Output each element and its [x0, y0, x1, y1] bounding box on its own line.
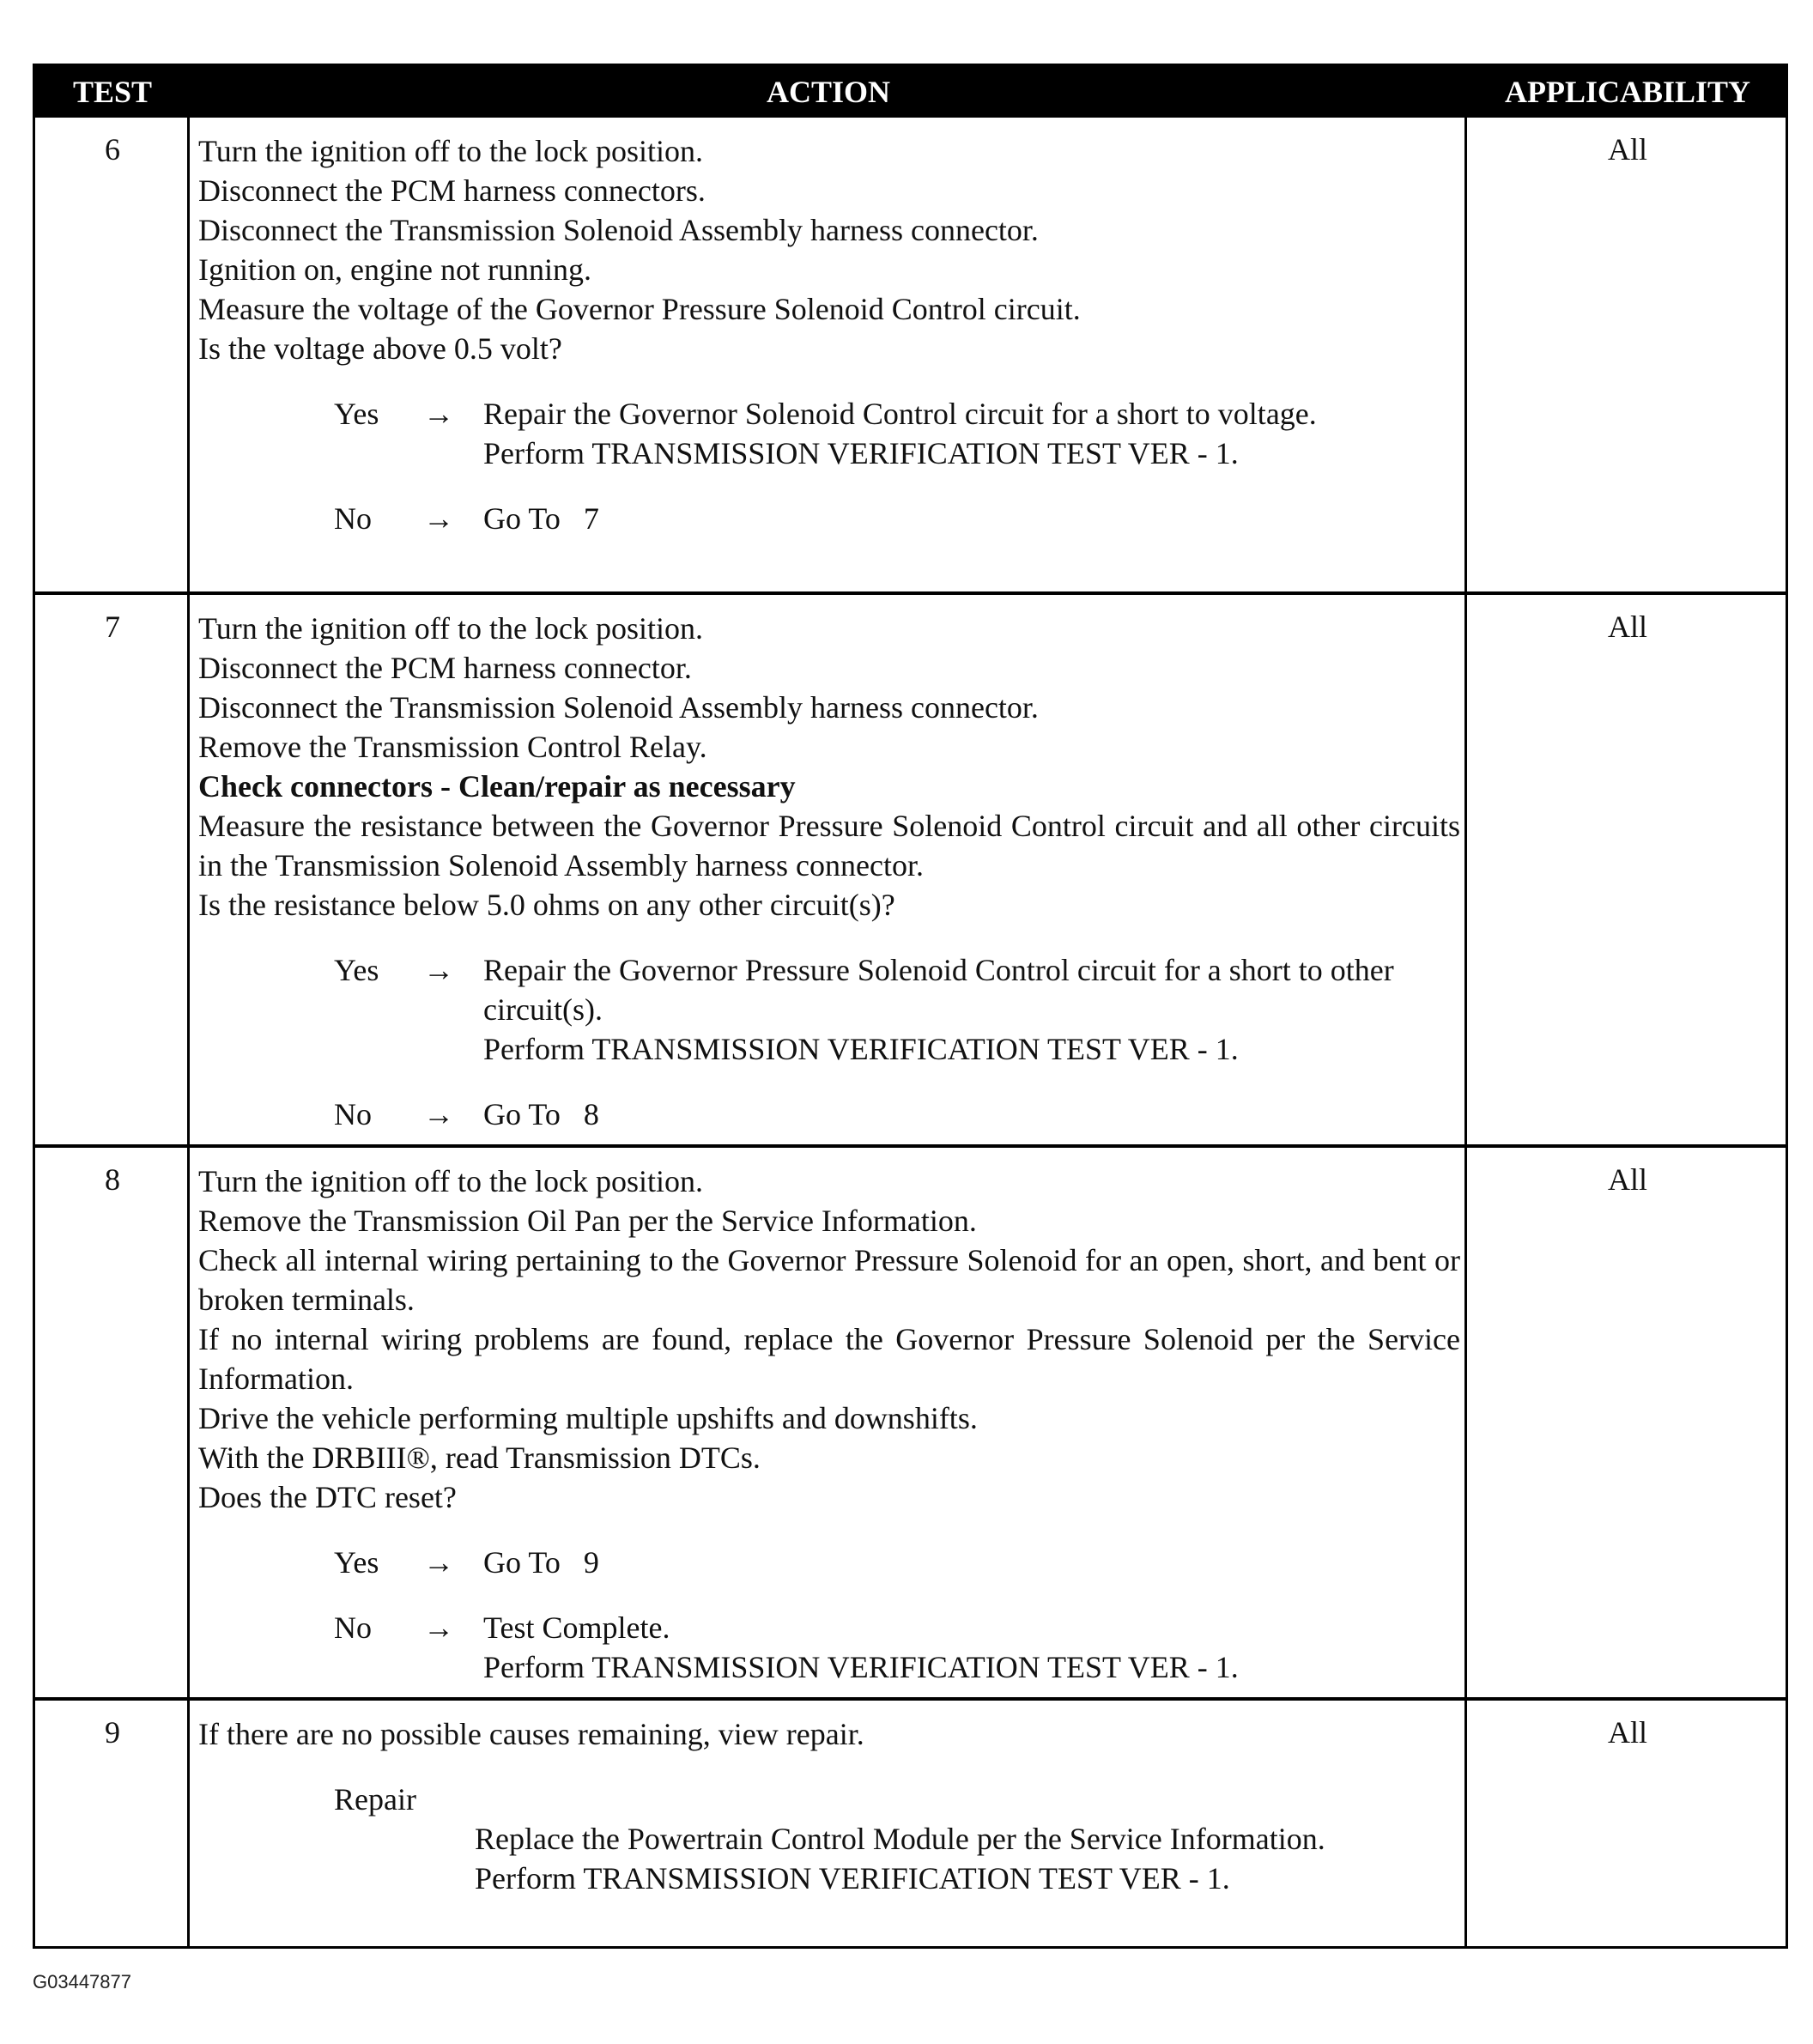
- action-line: Check all internal wiring pertaining to the Governor Pressure Solenoid for an open, short, and bent or broken terminals.: [198, 1243, 1460, 1317]
- diagnostic-test-table: [33, 64, 1788, 1949]
- action-cell: [198, 609, 1460, 1134]
- header-test: TEST: [72, 75, 153, 109]
- applicability-cell: All: [1607, 132, 1647, 167]
- yes-text: Go To 9: [483, 1545, 599, 1580]
- yes-branch: [198, 950, 1460, 1069]
- action-line: Is the resistance below 5.0 ohms on any other circuit(s)?: [198, 888, 895, 922]
- no-label: No: [334, 1097, 372, 1131]
- no-branch: [198, 1608, 1460, 1687]
- yes-branch: [198, 394, 1460, 473]
- arrow-icon: →: [423, 397, 454, 431]
- arrow-icon: →: [423, 1097, 454, 1131]
- action-line: Does the DTC reset?: [198, 1480, 457, 1514]
- table-row: [35, 1144, 1786, 1697]
- repair-text: Replace the Powertrain Control Module per the Service Information.: [475, 1822, 1325, 1856]
- action-line: Ignition on, engine not running.: [198, 252, 591, 287]
- action-line: With the DRBIII®, read Transmission DTCs.: [198, 1441, 761, 1475]
- action-line: If there are no possible causes remaining, view repair.: [198, 1717, 864, 1751]
- action-line: Remove the Transmission Control Relay.: [198, 730, 707, 764]
- yes-label: Yes: [334, 953, 379, 987]
- action-cell: [198, 1714, 1460, 1898]
- table-header: [35, 66, 1786, 118]
- table-row: [35, 591, 1786, 1144]
- arrow-icon: →: [423, 1610, 454, 1645]
- figure-code: G03447877: [33, 1971, 131, 1992]
- test-number: 6: [105, 132, 120, 167]
- action-line: Measure the resistance between the Governor Pressure Solenoid Control circuit and all other circuits in the Transmission Solenoid Assembly harness connector.: [198, 809, 1460, 882]
- no-label: No: [334, 501, 372, 536]
- action-line: Disconnect the PCM harness connectors.: [198, 173, 706, 208]
- arrow-icon: →: [423, 1545, 454, 1580]
- yes-label: Yes: [334, 1545, 379, 1580]
- test-number: 8: [105, 1162, 120, 1197]
- repair-text: Perform TRANSMISSION VERIFICATION TEST VER - 1.: [475, 1861, 1230, 1895]
- action-cell: [198, 1162, 1460, 1687]
- action-line: Drive the vehicle performing multiple upshifts and downshifts.: [198, 1401, 978, 1435]
- action-line: Measure the voltage of the Governor Pressure Solenoid Control circuit.: [198, 292, 1081, 326]
- action-line: Disconnect the PCM harness connector.: [198, 651, 692, 685]
- applicability-cell: All: [1607, 1715, 1647, 1750]
- action-line: If no internal wiring problems are found, replace the Governor Pressure Solenoid per the Service Information.: [198, 1322, 1460, 1396]
- action-line: Is the voltage above 0.5 volt?: [198, 331, 562, 366]
- action-line: Turn the ignition off to the lock position.: [198, 611, 704, 646]
- arrow-icon: →: [423, 953, 454, 987]
- action-line: Disconnect the Transmission Solenoid Assembly harness connector.: [198, 690, 1039, 725]
- repair-label: Repair: [334, 1782, 416, 1817]
- table-row: [35, 1697, 1786, 1946]
- action-line: Turn the ignition off to the lock position.: [198, 1164, 704, 1198]
- yes-label: Yes: [334, 397, 379, 431]
- applicability-cell: All: [1607, 610, 1647, 644]
- no-text: Go To 7: [483, 501, 599, 536]
- action-line: Disconnect the Transmission Solenoid Assembly harness connector.: [198, 213, 1039, 247]
- no-text: Perform TRANSMISSION VERIFICATION TEST VER - 1.: [483, 1650, 1239, 1684]
- header-applicability: APPLICABILITY: [1504, 75, 1751, 109]
- yes-text: Perform TRANSMISSION VERIFICATION TEST VER - 1.: [483, 436, 1239, 470]
- yes-text: Repair the Governor Solenoid Control circuit for a short to voltage.: [483, 397, 1317, 431]
- header-action: ACTION: [766, 75, 891, 109]
- arrow-icon: →: [423, 501, 454, 536]
- action-cell: [198, 131, 1460, 538]
- test-number: 7: [105, 610, 120, 644]
- test-number: 9: [105, 1715, 120, 1750]
- applicability-cell: All: [1607, 1162, 1647, 1197]
- yes-text: Repair the Governor Pressure Solenoid Control circuit for a short to other circuit(s).: [483, 953, 1394, 1027]
- yes-branch: [198, 1543, 1460, 1582]
- table-row: [35, 118, 1786, 591]
- no-text: Go To 8: [483, 1097, 599, 1131]
- no-branch: [198, 1095, 1460, 1134]
- no-label: No: [334, 1610, 372, 1645]
- action-line: Turn the ignition off to the lock position.: [198, 134, 704, 168]
- no-text: Test Complete.: [483, 1610, 670, 1645]
- action-line-emphasis: Check connectors - Clean/repair as necessary: [198, 769, 796, 804]
- no-branch: [198, 499, 1460, 538]
- action-line: Remove the Transmission Oil Pan per the Service Information.: [198, 1204, 977, 1238]
- yes-text: Perform TRANSMISSION VERIFICATION TEST VER - 1.: [483, 1032, 1239, 1066]
